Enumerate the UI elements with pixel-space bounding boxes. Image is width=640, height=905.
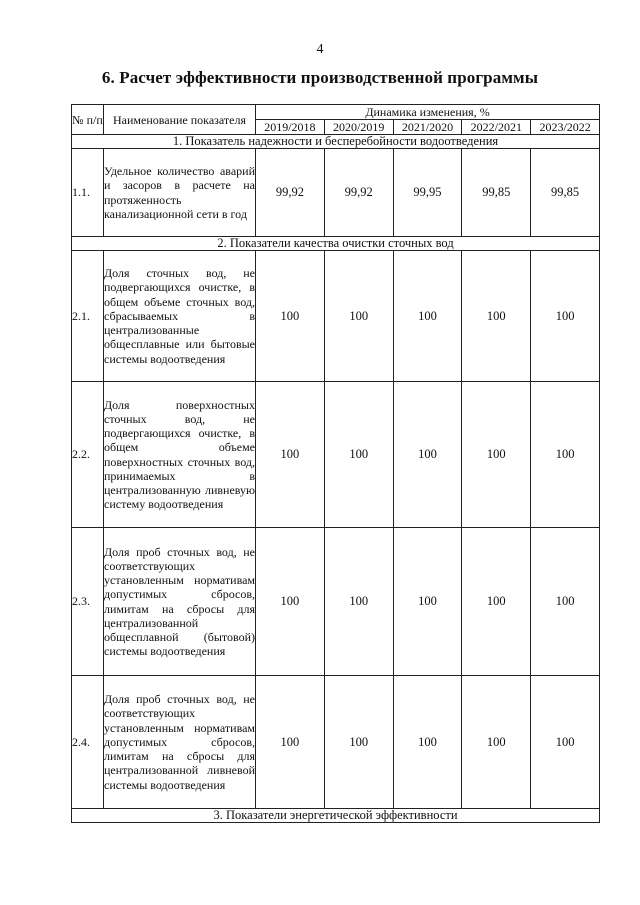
- table-row: [72, 676, 600, 809]
- value-cell: 100: [462, 528, 531, 676]
- value-cell: 100: [462, 676, 531, 809]
- section-title: 2. Показатели качества очистки сточных вод: [72, 237, 600, 251]
- value-cell: 99,92: [256, 149, 325, 237]
- value-cell: 100: [256, 528, 325, 676]
- indicator-name: Доля проб сточных вод, не соответствующих установленным нормативам допустимых сбросов, лимитам на сбросы для централизованной общесплавной (бытовой) системы водоотведения: [104, 528, 256, 676]
- value-cell: 100: [393, 382, 462, 528]
- value-cell: 100: [531, 528, 600, 676]
- value-cell: 100: [462, 251, 531, 382]
- indicator-name: Доля поверхностных сточных вод, не подвергающихся очистке, в общем объеме поверхностных сточных вод, принимаемых в централизованную ливневую систему водоотведения: [104, 382, 256, 528]
- header-year: 2019/2018: [256, 120, 325, 135]
- header-year: 2021/2020: [393, 120, 462, 135]
- value-cell: 99,92: [324, 149, 393, 237]
- value-cell: 100: [462, 382, 531, 528]
- value-cell: 99,85: [462, 149, 531, 237]
- value-cell: 100: [256, 251, 325, 382]
- indicator-name: Удельное количество аварий и засоров в расчете на протяженность канализационной сети в год: [104, 149, 256, 237]
- header-number: № п/п: [72, 105, 104, 135]
- value-cell: 99,85: [531, 149, 600, 237]
- header-year: 2023/2022: [531, 120, 600, 135]
- page-number: 4: [316, 42, 324, 57]
- header-year: 2020/2019: [324, 120, 393, 135]
- header-dynamics: Динамика изменения, %: [256, 105, 600, 120]
- row-number: 2.2.: [72, 382, 104, 528]
- value-cell: 100: [324, 251, 393, 382]
- value-cell: 100: [531, 382, 600, 528]
- section-title: 1. Показатель надежности и бесперебойности водоотведения: [72, 135, 600, 149]
- value-cell: 99,95: [393, 149, 462, 237]
- indicator-name: Доля сточных вод, не подвергающихся очистке, в общем объеме сточных вод, сбрасываемых в централизованные общесплавные или бытовые системы водоотведения: [104, 251, 256, 382]
- value-cell: 100: [324, 676, 393, 809]
- indicator-name: Доля проб сточных вод, не соответствующих установленным нормативам допустимых сбросов, лимитам на сбросы для централизованной ливневой системы водоотведения: [104, 676, 256, 809]
- value-cell: 100: [531, 251, 600, 382]
- section-title: 3. Показатели энергетической эффективности: [72, 809, 600, 823]
- value-cell: 100: [324, 382, 393, 528]
- value-cell: 100: [324, 528, 393, 676]
- row-number: 2.3.: [72, 528, 104, 676]
- table-row: [72, 382, 600, 528]
- row-number: 2.1.: [72, 251, 104, 382]
- row-number: 1.1.: [72, 149, 104, 237]
- value-cell: 100: [393, 528, 462, 676]
- header-year: 2022/2021: [462, 120, 531, 135]
- header-indicator-name: Наименование показателя: [104, 105, 256, 135]
- section-row: [72, 135, 600, 149]
- section-row: [72, 237, 600, 251]
- value-cell: 100: [256, 676, 325, 809]
- value-cell: 100: [393, 676, 462, 809]
- value-cell: 100: [393, 251, 462, 382]
- table-row: [72, 149, 600, 237]
- table-row: [72, 528, 600, 676]
- row-number: 2.4.: [72, 676, 104, 809]
- value-cell: 100: [531, 676, 600, 809]
- value-cell: 100: [256, 382, 325, 528]
- section-row: [72, 809, 600, 823]
- efficiency-table: [71, 104, 600, 823]
- document-title: 6. Расчет эффективности производственной программы: [101, 68, 539, 87]
- table-row: [72, 251, 600, 382]
